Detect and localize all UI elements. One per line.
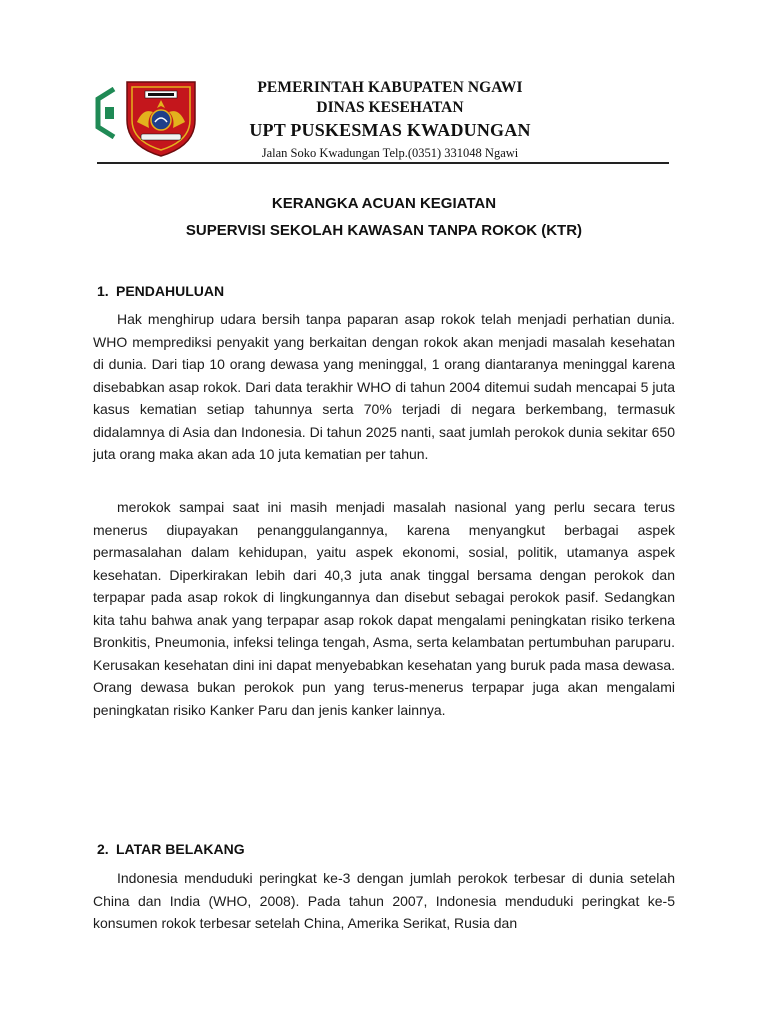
section-number: 2. [97,841,109,857]
section-title: PENDAHULUAN [116,283,225,299]
section-number: 1. [97,283,109,299]
document-title: KERANGKA ACUAN KEGIATAN [271,195,497,212]
letterhead-address: Jalan Soko Kwadungan Telp.(0351) 331048 Ngawi [261,146,519,160]
letterhead-divider [97,162,669,164]
letterhead-text [215,78,565,162]
paragraph: Hak menghirup udara bersih tanpa paparan asap rokok telah menjadi perhatian dunia. WHO memprediksi penyakit yang berkaitan dengan rokok akan menjadi masalah kesehatan di dunia. Dari tiap 10 orang dewasa yang meninggal, 1 orang diantaranya meninggal karena disebabkan asap rokok. Dari data terakhir WHO di tahun 2004 ditemui sudah mencapai 5 juta kasus kematian setiap tahunnya serta 70% terjadi di negara berkembang, termasuk didalamnya di Asia dan Indonesia. Di tahun 2025 nanti, saat jumlah perokok dunia sekitar 650 juta orang maka akan ada 10 juta kematian per tahun. [93,311,675,462]
section-heading-pendahuluan [97,283,224,299]
letterhead-institution: UPT PUSKESMAS KWADUNGAN [249,120,531,140]
paragraph: Indonesia menduduki peringkat ke-3 dengan jumlah perokok terbesar di dunia setelah China dan India (WHO, 2008). Pada tahun 2007, Indonesia menduduki peringkat ke-5 konsumen rokok terbesar setelah China, Amerika Serikat, Rusia dan [93,870,675,931]
ngawi-regency-seal-icon [123,78,199,158]
paragraph: merokok sampai saat ini masih menjadi masalah nasional yang perlu secara terus menerus diupayakan penanggulangannya, karena menyangkut berbagai aspek permasalahan dalam kehidupan, yaitu aspek ekonomi, sosial, politik, utamanya aspek kesehatan. Diperkirakan lebih dari 40,3 juta anak tinggal bersama dengan perokok dan terpapar pada asap rokok di lingkungannya dan disebut sebagai perokok pasif. Sedangkan kita tahu bahwa anak yang terpapar asap rokok dapat mengalami peningkatan risiko terkena Bronkitis, Pneumonia, infeksi telinga tengah, Asma, serta kelambatan pertumbuhan paruparu. Kerusakan kesehatan dini ini dapat menyebabkan kesehatan yang buruk pada masa dewasa. Orang dewasa bukan perokok pun yang terus-menerus terpapar juga akan mengalami peningkatan risiko Kanker Paru dan jenis kanker lainnya. [93,499,675,718]
puskesmas-logo-icon [94,87,120,139]
section-heading-latar-belakang [97,841,245,857]
document-subtitle: SUPERVISI SEKOLAH KAWASAN TANPA ROKOK (KTR) [185,222,583,239]
letterhead-government: PEMERINTAH KABUPATEN NGAWI [257,79,523,96]
letterhead-department: DINAS KESEHATAN [316,99,464,116]
section-title: LATAR BELAKANG [116,841,245,857]
